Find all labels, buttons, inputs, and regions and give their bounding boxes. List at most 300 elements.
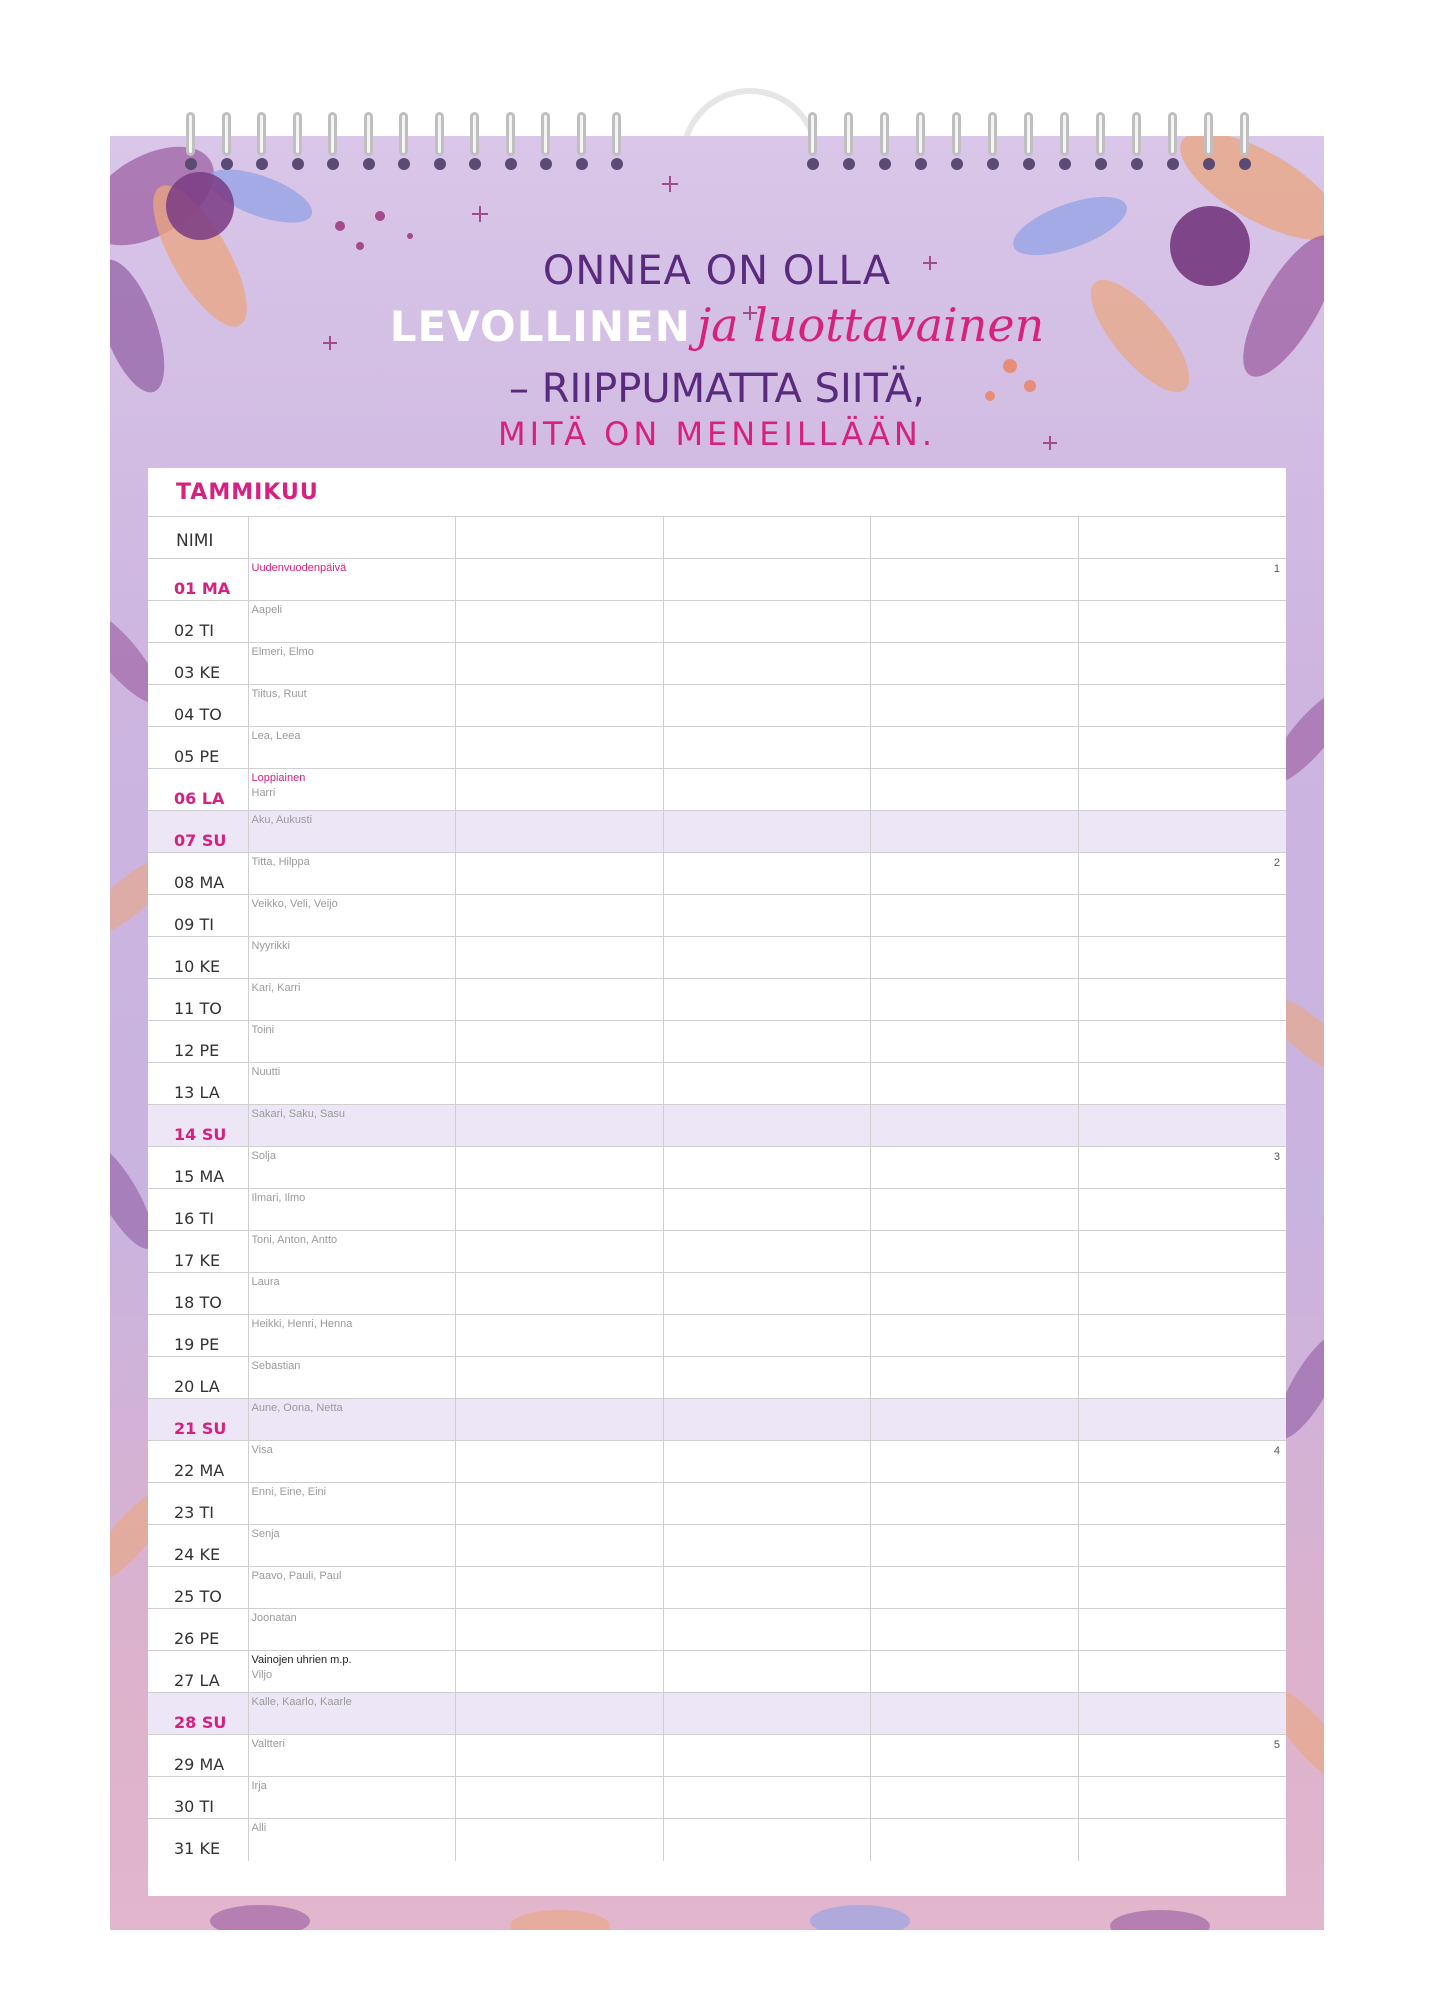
day-entry-cell[interactable] (248, 811, 455, 853)
day-row (148, 601, 1286, 643)
day-entry-cell[interactable] (455, 769, 663, 811)
name-day-names: Toni, Anton, Antto (251, 1234, 338, 1246)
day-entry-cell[interactable] (1078, 1819, 1286, 1861)
binding-ring (506, 112, 515, 156)
name-day-names: Joonatan (251, 1612, 297, 1624)
binding-ring (988, 112, 997, 156)
day-entry-cell[interactable] (248, 1105, 455, 1147)
binding-hole (951, 158, 963, 170)
day-entry-cell[interactable] (663, 1063, 870, 1105)
binding-ring (880, 112, 889, 156)
quote-line-2 (110, 296, 1324, 366)
day-label: 17 KE (174, 1251, 221, 1270)
day-entry-cell[interactable] (663, 1105, 870, 1147)
day-entry-cell[interactable] (1078, 601, 1286, 643)
day-entry-cell[interactable] (870, 769, 1078, 811)
day-entry-cell[interactable] (248, 1231, 455, 1273)
day-entry-cell[interactable] (663, 559, 870, 601)
binding-ring (808, 112, 817, 156)
day-row (148, 643, 1286, 685)
day-row (148, 937, 1286, 979)
day-row (148, 1273, 1286, 1315)
day-entry-cell[interactable] (455, 1609, 663, 1651)
quote-line-3: – RIIPPUMATTA SIITÄ, (509, 366, 925, 412)
day-entry-cell[interactable] (455, 601, 663, 643)
day-entry-cell[interactable] (455, 1651, 663, 1693)
day-entry-cell[interactable] (1078, 853, 1286, 895)
day-row (148, 1567, 1286, 1609)
day-entry-cell[interactable] (455, 1273, 663, 1315)
day-entry-cell[interactable] (1078, 769, 1286, 811)
day-entry-cell[interactable] (870, 1777, 1078, 1819)
day-entry-cell[interactable] (870, 1735, 1078, 1777)
quote-bold-word: LEVOLLINEN (389, 302, 691, 351)
day-row (148, 895, 1286, 937)
name-entry-cell[interactable] (455, 517, 663, 559)
day-entry-cell[interactable] (663, 811, 870, 853)
day-entry-cell[interactable] (248, 1651, 455, 1693)
binding-ring (1168, 112, 1177, 156)
binding-hole (1203, 158, 1215, 170)
name-day-names: Veikko, Veli, Veijo (251, 898, 338, 910)
day-entry-cell[interactable] (1078, 1231, 1286, 1273)
day-entry-cell[interactable] (455, 937, 663, 979)
day-label: 09 TI (174, 915, 214, 934)
quote-script-words: ja luottavainen (696, 298, 1045, 352)
day-entry-cell[interactable] (870, 1357, 1078, 1399)
binding-ring (186, 112, 195, 156)
day-entry-cell[interactable] (1078, 937, 1286, 979)
day-entry-cell[interactable] (663, 1399, 870, 1441)
day-entry-cell[interactable] (1078, 1357, 1286, 1399)
day-label-cell (148, 1105, 248, 1147)
day-entry-cell[interactable] (870, 1567, 1078, 1609)
day-entry-cell[interactable] (1078, 1399, 1286, 1441)
month-sheet (148, 468, 1286, 1896)
day-label: 07 SU (174, 831, 227, 850)
day-row (148, 769, 1286, 811)
day-entry-cell[interactable] (663, 1357, 870, 1399)
day-entry-cell[interactable] (663, 1147, 870, 1189)
day-entry-cell[interactable] (248, 1777, 455, 1819)
name-day-names: Aku, Aukusti (251, 814, 313, 826)
day-entry-cell[interactable] (870, 1693, 1078, 1735)
day-entry-cell[interactable] (248, 1483, 455, 1525)
day-entry-cell[interactable] (1078, 1147, 1286, 1189)
day-entry-cell[interactable] (870, 1609, 1078, 1651)
week-number: 4 (1273, 1445, 1280, 1457)
binding-ring (364, 112, 373, 156)
day-entry-cell[interactable] (248, 769, 455, 811)
day-entry-cell[interactable] (1078, 1021, 1286, 1063)
name-entry-cell[interactable] (248, 517, 455, 559)
day-entry-cell[interactable] (663, 937, 870, 979)
day-entry-cell[interactable] (1078, 811, 1286, 853)
day-entry-cell[interactable] (870, 1189, 1078, 1231)
day-entry-cell[interactable] (248, 1063, 455, 1105)
day-label: 30 TI (174, 1797, 214, 1816)
day-entry-cell[interactable] (248, 937, 455, 979)
name-day-names: Enni, Eine, Eini (251, 1486, 327, 1498)
day-entry-cell[interactable] (248, 1609, 455, 1651)
day-entry-cell[interactable] (870, 1021, 1078, 1063)
day-entry-cell[interactable] (455, 643, 663, 685)
day-label-cell (148, 1567, 248, 1609)
binding-hole (576, 158, 588, 170)
day-entry-cell[interactable] (663, 1021, 870, 1063)
name-day-names: Harri (251, 787, 276, 799)
day-entry-cell[interactable] (248, 1399, 455, 1441)
binding-hole (434, 158, 446, 170)
name-day-names: Ilmari, Ilmo (251, 1192, 306, 1204)
day-entry-cell[interactable] (455, 1147, 663, 1189)
day-row (148, 685, 1286, 727)
day-entry-cell[interactable] (870, 979, 1078, 1021)
day-entry-cell[interactable] (455, 895, 663, 937)
day-entry-cell[interactable] (870, 601, 1078, 643)
binding-hole (1059, 158, 1071, 170)
name-entry-cell[interactable] (1078, 517, 1286, 559)
day-row (148, 811, 1286, 853)
day-entry-cell[interactable] (870, 853, 1078, 895)
day-entry-cell[interactable] (1078, 1525, 1286, 1567)
day-entry-cell[interactable] (663, 727, 870, 769)
binding-hole (292, 158, 304, 170)
day-entry-cell[interactable] (455, 1567, 663, 1609)
day-entry-cell[interactable] (870, 1819, 1078, 1861)
day-entry-cell[interactable] (870, 727, 1078, 769)
day-label: 13 LA (174, 1083, 220, 1102)
day-entry-cell[interactable] (455, 1777, 663, 1819)
binding-hole (221, 158, 233, 170)
day-entry-cell[interactable] (1078, 685, 1286, 727)
day-label-cell (148, 601, 248, 643)
name-day-names: Lea, Leea (251, 730, 301, 742)
day-row (148, 1189, 1286, 1231)
day-entry-cell[interactable] (870, 1147, 1078, 1189)
day-entry-cell[interactable] (248, 895, 455, 937)
day-entry-cell[interactable] (248, 1693, 455, 1735)
binding-ring (1240, 112, 1249, 156)
day-entry-cell[interactable] (455, 1735, 663, 1777)
day-entry-cell[interactable] (248, 1525, 455, 1567)
day-entry-cell[interactable] (1078, 1651, 1286, 1693)
day-entry-cell[interactable] (248, 727, 455, 769)
day-entry-cell[interactable] (870, 1651, 1078, 1693)
day-entry-cell[interactable] (1078, 1105, 1286, 1147)
day-entry-cell[interactable] (248, 559, 455, 601)
day-row (148, 1483, 1286, 1525)
day-entry-cell[interactable] (455, 853, 663, 895)
day-row (148, 1063, 1286, 1105)
day-label: 21 SU (174, 1419, 227, 1438)
day-entry-cell[interactable] (455, 1189, 663, 1231)
day-entry-cell[interactable] (248, 1147, 455, 1189)
day-entry-cell[interactable] (870, 643, 1078, 685)
day-entry-cell[interactable] (663, 1609, 870, 1651)
day-entry-cell[interactable] (663, 1525, 870, 1567)
day-entry-cell[interactable] (870, 811, 1078, 853)
day-entry-cell[interactable] (1078, 979, 1286, 1021)
day-entry-cell[interactable] (870, 1273, 1078, 1315)
day-entry-cell[interactable] (663, 895, 870, 937)
day-entry-cell[interactable] (1078, 1567, 1286, 1609)
holiday-name: Uudenvuodenpäivä (251, 562, 347, 574)
day-entry-cell[interactable] (870, 1105, 1078, 1147)
spiral-binding (0, 112, 1434, 172)
day-entry-cell[interactable] (248, 1819, 455, 1861)
day-entry-cell[interactable] (248, 1567, 455, 1609)
day-label: 27 LA (174, 1671, 220, 1690)
name-day-names: Kalle, Kaarlo, Kaarle (251, 1696, 352, 1708)
binding-hole (1167, 158, 1179, 170)
day-entry-cell[interactable] (870, 1399, 1078, 1441)
day-label-cell (148, 769, 248, 811)
day-entry-cell[interactable] (1078, 1693, 1286, 1735)
day-label-cell (148, 1819, 248, 1861)
day-row (148, 1693, 1286, 1735)
day-entry-cell[interactable] (663, 769, 870, 811)
name-day-names: Tiitus, Ruut (251, 688, 307, 700)
day-entry-cell[interactable] (455, 1441, 663, 1483)
day-label-cell (148, 1063, 248, 1105)
day-label-cell (148, 895, 248, 937)
day-label-cell (148, 1021, 248, 1063)
day-row (148, 1399, 1286, 1441)
day-row (148, 1357, 1286, 1399)
week-number: 5 (1273, 1739, 1280, 1751)
week-number: 3 (1273, 1151, 1280, 1163)
day-entry-cell[interactable] (248, 1357, 455, 1399)
name-entry-cell[interactable] (870, 517, 1078, 559)
day-entry-cell[interactable] (455, 559, 663, 601)
day-entry-cell[interactable] (248, 853, 455, 895)
day-label-cell (148, 1483, 248, 1525)
name-day-names: Kari, Karri (251, 982, 301, 994)
day-label: 22 MA (174, 1461, 225, 1480)
day-entry-cell[interactable] (663, 685, 870, 727)
binding-hole (540, 158, 552, 170)
day-entry-cell[interactable] (870, 685, 1078, 727)
day-row (148, 1147, 1286, 1189)
day-entry-cell[interactable] (455, 1231, 663, 1273)
name-day-names: Sakari, Saku, Sasu (251, 1108, 346, 1120)
day-row (148, 1021, 1286, 1063)
day-entry-cell[interactable] (1078, 1315, 1286, 1357)
day-entry-cell[interactable] (455, 1399, 663, 1441)
wall-calendar (110, 136, 1324, 1930)
name-header-cell (148, 517, 248, 559)
day-entry-cell[interactable] (455, 1021, 663, 1063)
day-entry-cell[interactable] (248, 1189, 455, 1231)
name-day-names: Aune, Oona, Netta (251, 1402, 343, 1414)
day-entry-cell[interactable] (663, 1567, 870, 1609)
day-entry-cell[interactable] (663, 1231, 870, 1273)
name-day-names: Heikki, Henri, Henna (251, 1318, 353, 1330)
name-day-names: Nyyrikki (251, 940, 290, 952)
day-label-cell (148, 1189, 248, 1231)
day-entry-cell[interactable] (455, 1105, 663, 1147)
day-entry-cell[interactable] (248, 685, 455, 727)
day-entry-cell[interactable] (870, 1483, 1078, 1525)
day-row (148, 853, 1286, 895)
day-label-cell (148, 1357, 248, 1399)
day-entry-cell[interactable] (248, 1273, 455, 1315)
binding-hole (256, 158, 268, 170)
day-entry-cell[interactable] (1078, 1441, 1286, 1483)
day-entry-cell[interactable] (1078, 727, 1286, 769)
day-entry-cell[interactable] (663, 1441, 870, 1483)
day-entry-cell[interactable] (870, 559, 1078, 601)
day-entry-cell[interactable] (248, 1021, 455, 1063)
binding-hole (987, 158, 999, 170)
binding-ring (952, 112, 961, 156)
day-row (148, 559, 1286, 601)
name-day-names: Sebastian (251, 1360, 301, 1372)
day-label-cell (148, 937, 248, 979)
month-title: TAMMIKUU (176, 480, 319, 505)
day-entry-cell[interactable] (870, 1231, 1078, 1273)
day-entry-cell[interactable] (663, 601, 870, 643)
day-label-cell (148, 1231, 248, 1273)
binding-ring (577, 112, 586, 156)
day-entry-cell[interactable] (663, 1693, 870, 1735)
day-label-cell (148, 1147, 248, 1189)
day-label-cell (148, 559, 248, 601)
binding-hole (807, 158, 819, 170)
name-entry-cell[interactable] (663, 517, 870, 559)
day-entry-cell[interactable] (248, 643, 455, 685)
day-entry-cell[interactable] (663, 979, 870, 1021)
day-entry-cell[interactable] (455, 811, 663, 853)
quote-line-1: ONNEA ON OLLA (542, 248, 892, 294)
binding-hole (1095, 158, 1107, 170)
day-label-cell (148, 1441, 248, 1483)
day-label-cell (148, 643, 248, 685)
day-entry-cell[interactable] (870, 1315, 1078, 1357)
day-entry-cell[interactable] (870, 1441, 1078, 1483)
day-entry-cell[interactable] (248, 979, 455, 1021)
name-day-names: Senja (251, 1528, 280, 1540)
day-label-cell (148, 1315, 248, 1357)
day-entry-cell[interactable] (455, 1525, 663, 1567)
binding-hole (398, 158, 410, 170)
day-entry-cell[interactable] (248, 1441, 455, 1483)
day-entry-cell[interactable] (248, 1315, 455, 1357)
day-row (148, 1105, 1286, 1147)
day-label-cell (148, 1777, 248, 1819)
day-label: 10 KE (174, 957, 221, 976)
day-label-cell (148, 1693, 248, 1735)
day-row (148, 1819, 1286, 1861)
name-day-names: Elmeri, Elmo (251, 646, 314, 658)
day-entry-cell[interactable] (663, 1819, 870, 1861)
day-entry-cell[interactable] (870, 937, 1078, 979)
binding-hole (843, 158, 855, 170)
day-entry-cell[interactable] (1078, 1483, 1286, 1525)
day-entry-cell[interactable] (1078, 1735, 1286, 1777)
day-label: 02 TI (174, 621, 214, 640)
day-entry-cell[interactable] (455, 1063, 663, 1105)
day-entry-cell[interactable] (663, 853, 870, 895)
day-entry-cell[interactable] (1078, 1609, 1286, 1651)
day-entry-cell[interactable] (663, 1777, 870, 1819)
name-day-names: Valtteri (251, 1738, 285, 1750)
day-entry-cell[interactable] (1078, 643, 1286, 685)
day-entry-cell[interactable] (455, 1693, 663, 1735)
header-row (148, 517, 1286, 559)
day-label: 04 TO (174, 705, 222, 724)
day-entry-cell[interactable] (1078, 1777, 1286, 1819)
day-row (148, 1441, 1286, 1483)
day-entry-cell[interactable] (455, 1483, 663, 1525)
binding-ring (612, 112, 621, 156)
day-label: 24 KE (174, 1545, 221, 1564)
day-label: 01 MA (174, 579, 231, 598)
day-entry-cell[interactable] (663, 1315, 870, 1357)
day-entry-cell[interactable] (663, 1189, 870, 1231)
day-label: 18 TO (174, 1293, 222, 1312)
day-entry-cell[interactable] (663, 1651, 870, 1693)
day-label: 23 TI (174, 1503, 214, 1522)
day-label: 20 LA (174, 1377, 220, 1396)
day-entry-cell[interactable] (455, 1819, 663, 1861)
day-entry-cell[interactable] (663, 643, 870, 685)
day-entry-cell[interactable] (1078, 559, 1286, 601)
binding-ring (541, 112, 550, 156)
name-day-names: Irja (251, 1780, 267, 1792)
day-entry-cell[interactable] (455, 685, 663, 727)
binding-ring (844, 112, 853, 156)
day-label: 28 SU (174, 1713, 227, 1732)
day-label: 29 MA (174, 1755, 225, 1774)
binding-ring (399, 112, 408, 156)
name-day-names: Titta, Hilppa (251, 856, 310, 868)
day-entry-cell[interactable] (455, 727, 663, 769)
day-entry-cell[interactable] (663, 1483, 870, 1525)
name-day-names: Nuutti (251, 1066, 281, 1078)
day-entry-cell[interactable] (248, 601, 455, 643)
day-label-cell (148, 1609, 248, 1651)
day-entry-cell[interactable] (870, 1063, 1078, 1105)
name-day-names: Viljo (251, 1669, 273, 1681)
day-entry-cell[interactable] (455, 1357, 663, 1399)
day-row (148, 727, 1286, 769)
day-entry-cell[interactable] (1078, 1273, 1286, 1315)
day-entry-cell[interactable] (1078, 1189, 1286, 1231)
day-entry-cell[interactable] (455, 1315, 663, 1357)
day-entry-cell[interactable] (1078, 1063, 1286, 1105)
day-entry-cell[interactable] (663, 1273, 870, 1315)
binding-hole (611, 158, 623, 170)
quote (110, 246, 1324, 456)
flag-day-name: Vainojen uhrien m.p. (251, 1654, 352, 1666)
day-label: 15 MA (174, 1167, 225, 1186)
binding-ring (293, 112, 302, 156)
day-label-cell (148, 727, 248, 769)
binding-hole (469, 158, 481, 170)
day-entry-cell[interactable] (1078, 895, 1286, 937)
day-entry-cell[interactable] (663, 1735, 870, 1777)
binding-hole (327, 158, 339, 170)
day-entry-cell[interactable] (870, 1525, 1078, 1567)
name-day-names: Visa (251, 1444, 273, 1456)
day-entry-cell[interactable] (455, 979, 663, 1021)
day-entry-cell[interactable] (248, 1735, 455, 1777)
day-entry-cell[interactable] (870, 895, 1078, 937)
day-row (148, 1609, 1286, 1651)
day-label-cell (148, 853, 248, 895)
